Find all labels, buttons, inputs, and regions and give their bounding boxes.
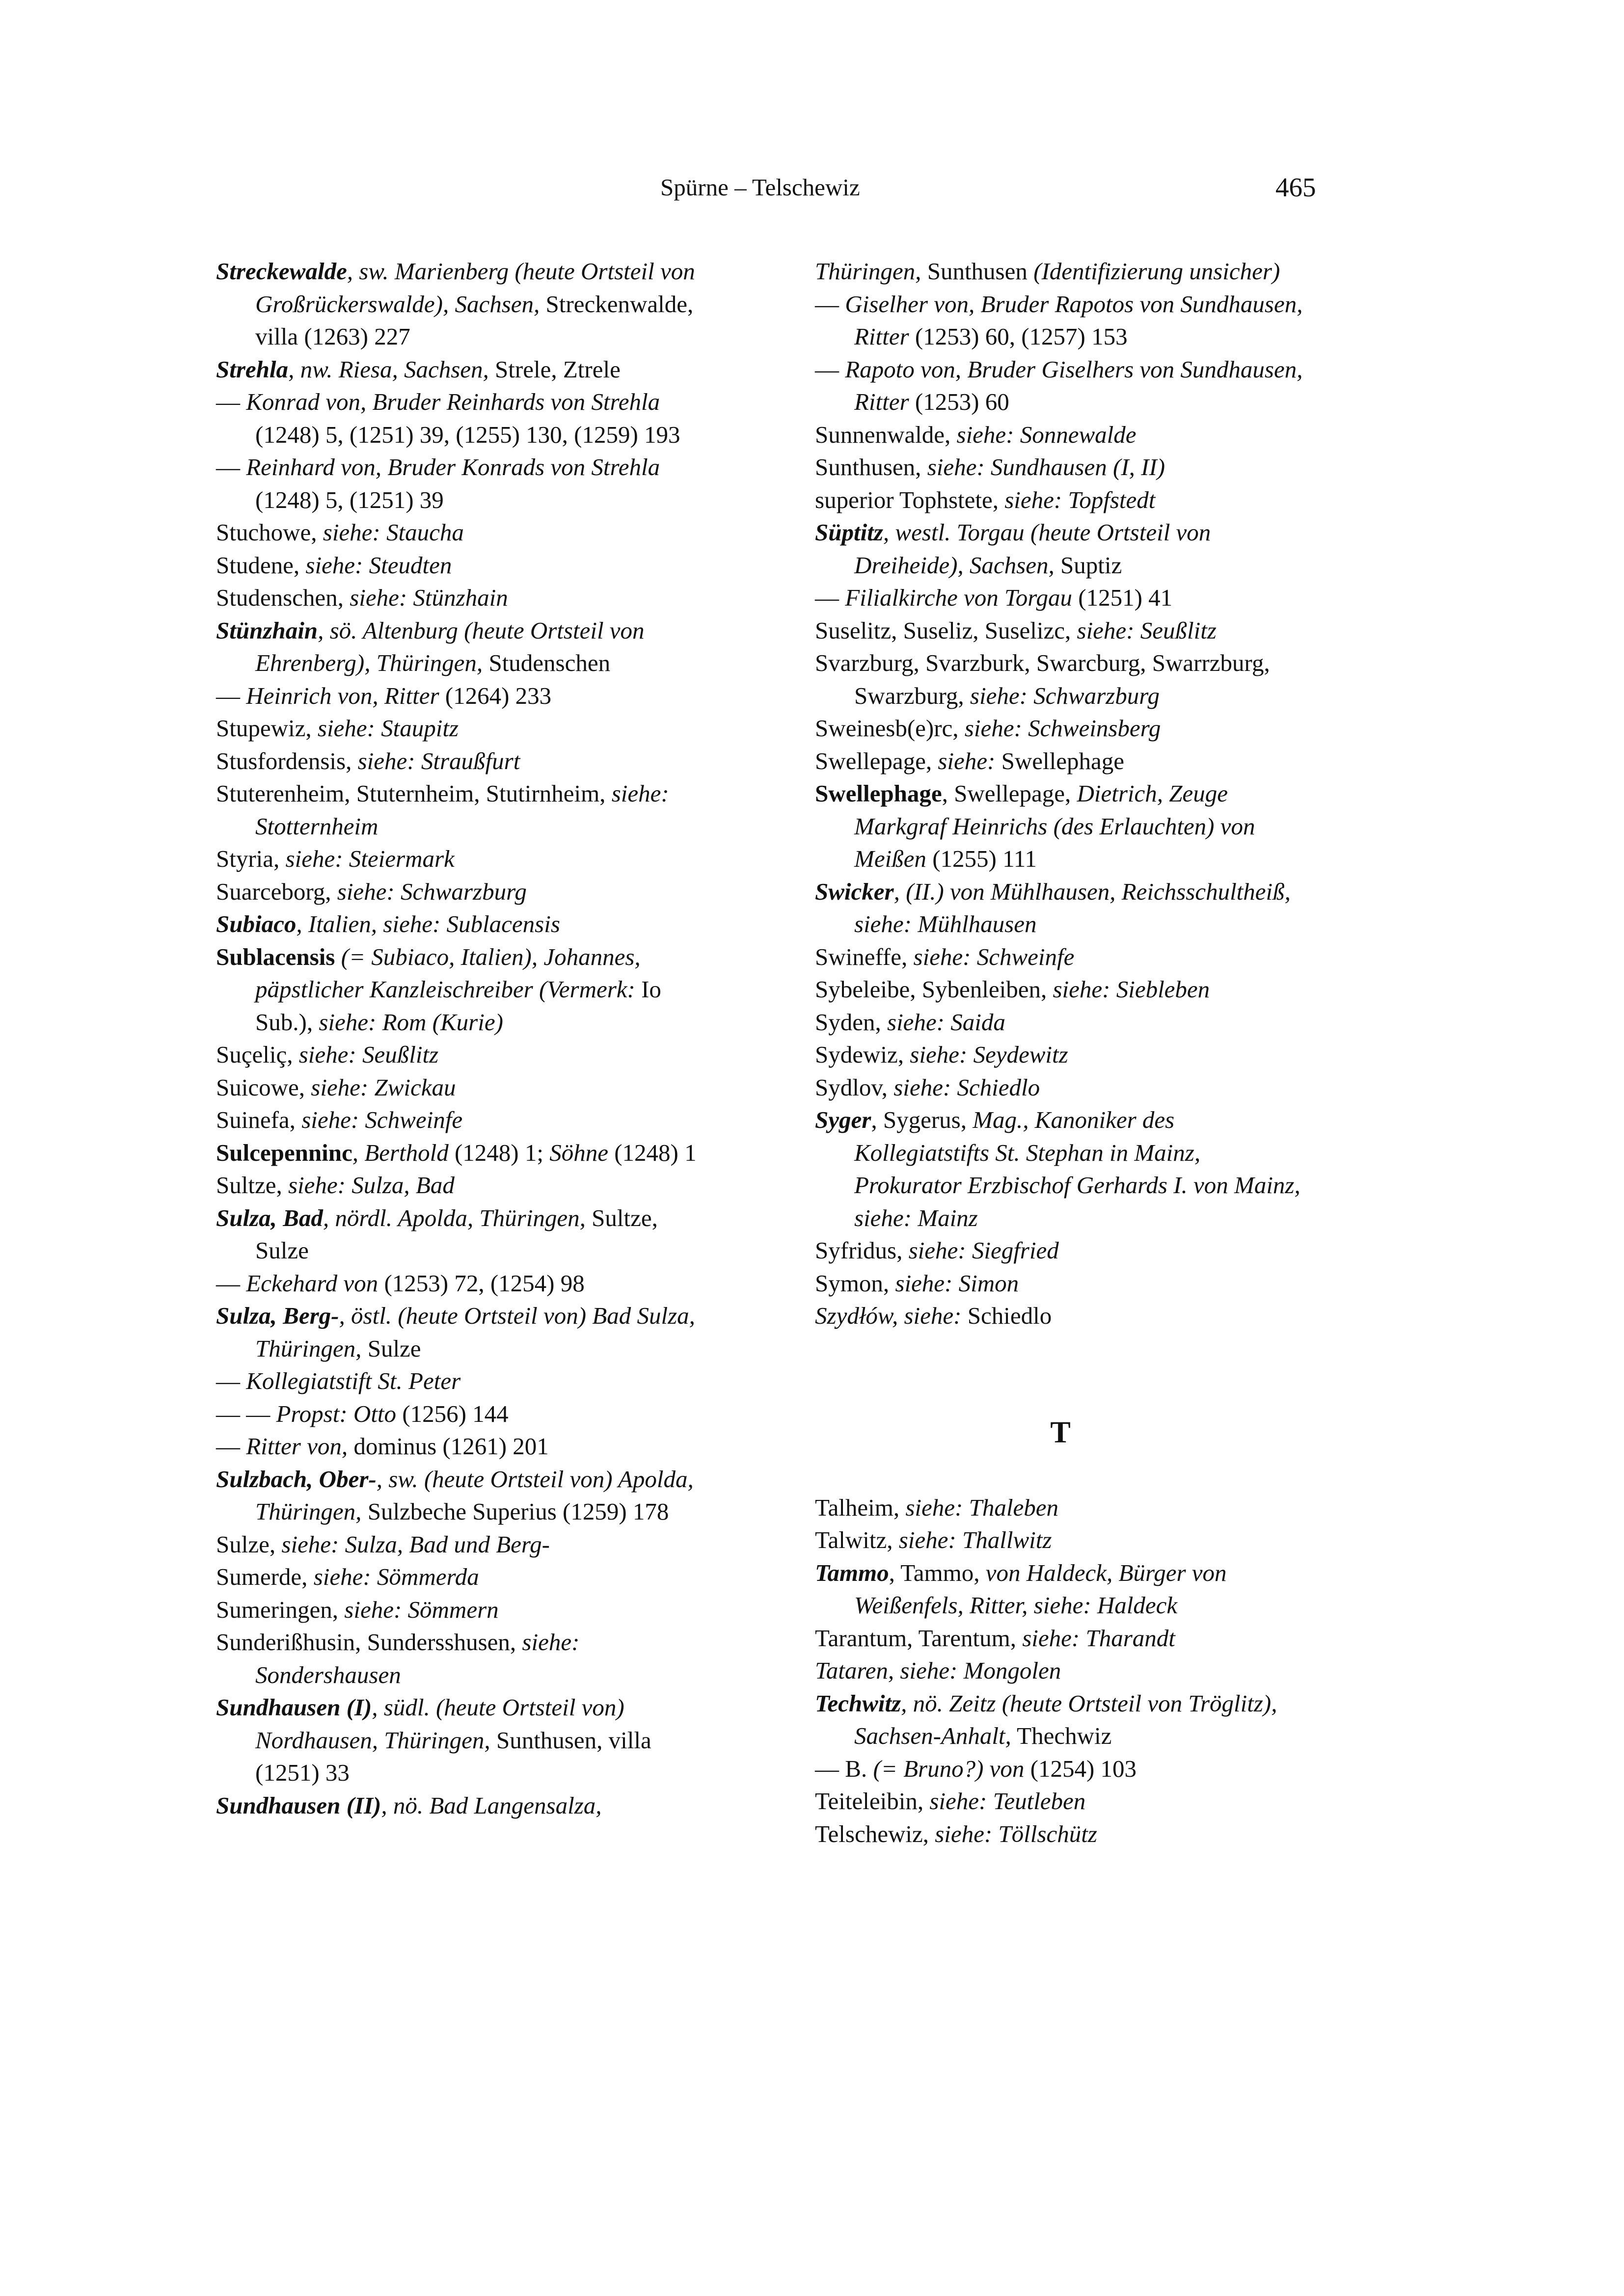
right-column xyxy=(815,255,1306,1850)
index-entry xyxy=(815,1071,1306,1104)
entry-text: siehe: xyxy=(938,747,996,774)
index-entry xyxy=(815,1006,1306,1039)
index-entry xyxy=(216,680,707,713)
index-entry xyxy=(216,1463,707,1528)
entry-text: siehe: Seußlitz xyxy=(1077,616,1217,644)
entry-text: — — xyxy=(216,1400,276,1427)
entry-text: , südl. (heute Ortsteil von) Nordhausen, Thüringen, xyxy=(255,1694,624,1754)
index-entry xyxy=(815,1492,1306,1524)
index-entry xyxy=(815,941,1306,974)
entry-text: — xyxy=(216,1269,246,1297)
index-entry xyxy=(216,516,707,549)
entry-text: (1253) 60 xyxy=(909,388,1009,415)
index-entry xyxy=(216,614,707,680)
entry-text: siehe: Teutleben xyxy=(929,1788,1086,1815)
index-entry xyxy=(216,1267,707,1300)
entry-text: , nö. Bad Langensalza, xyxy=(381,1791,602,1819)
entry-text: Filialkirche von Torgau xyxy=(845,584,1072,611)
index-entry xyxy=(815,484,1306,517)
left-column xyxy=(216,255,707,1822)
entry-text: siehe: Siegfried xyxy=(908,1237,1059,1264)
entry-text: Ritter von, xyxy=(246,1433,348,1460)
entry-text: siehe: Simon xyxy=(895,1269,1019,1297)
entry-text: siehe: Seußlitz xyxy=(298,1041,439,1068)
index-entry xyxy=(216,777,707,843)
entry-text: , sö. Altenburg (heute Ortsteil von Ehrenberg), Thüringen, xyxy=(255,616,645,676)
entry-text: siehe: Sonnewalde xyxy=(956,421,1137,448)
entry-text: (1248) 1 xyxy=(608,1139,697,1166)
entry-text: — xyxy=(815,290,845,318)
entry-text: Sundhausen (II) xyxy=(216,1791,381,1819)
index-entry xyxy=(216,876,707,908)
index-entry xyxy=(216,1365,707,1398)
entry-text: siehe: Steiermark xyxy=(285,845,455,872)
entry-text: Sulcepenninc xyxy=(216,1139,352,1166)
entry-text: Kollegiatstift St. Peter xyxy=(246,1367,461,1394)
entry-text: Studenschen, xyxy=(216,584,350,611)
entry-text: von Haldeck, Bürger von Weißenfels, Ritter, siehe: Haldeck xyxy=(854,1559,1227,1619)
index-entry xyxy=(216,1202,707,1267)
entry-text: , östl. (heute Ortsteil von) Bad Sulza, Thüringen, xyxy=(255,1302,695,1362)
entry-text: siehe: Siebleben xyxy=(1053,976,1210,1003)
index-entry xyxy=(815,1818,1306,1851)
entry-text: Sunthusen, xyxy=(815,454,927,481)
section-letter: T xyxy=(1050,1415,1071,1449)
entry-text: Teiteleibin, xyxy=(815,1788,930,1815)
entry-text: siehe: Staucha xyxy=(323,519,464,546)
entry-text: Studenschen xyxy=(483,649,611,676)
entry-text: siehe: Schwarzburg xyxy=(970,682,1160,709)
entry-text: siehe: Töllschütz xyxy=(935,1820,1097,1847)
entry-text: siehe: Schwarzburg xyxy=(337,878,527,905)
entry-text: — xyxy=(815,355,845,383)
entry-text: (1254) 103 xyxy=(1024,1755,1137,1782)
entry-text: , sw. Marienberg (heute Ortsteil von Großrückerswalde), Sachsen, xyxy=(255,258,695,318)
entry-text: Suarceborg, xyxy=(216,878,337,905)
entry-text: siehe: Sulza, Bad und Berg- xyxy=(281,1530,550,1558)
entry-text: — xyxy=(216,682,246,709)
index-entry xyxy=(216,1169,707,1202)
index-entry xyxy=(216,1528,707,1561)
entry-text: siehe: Sulza, Bad xyxy=(288,1172,455,1199)
entry-text: (1253) 60, (1257) 153 xyxy=(909,323,1128,350)
index-entry xyxy=(815,1104,1306,1234)
entry-text: — xyxy=(815,584,845,611)
entry-text: Subiaco xyxy=(216,910,297,937)
index-entry xyxy=(216,941,707,1039)
index-entry xyxy=(815,1753,1306,1786)
index-entry xyxy=(216,1398,707,1431)
entry-text: Suptiz xyxy=(1054,551,1122,579)
running-head: Spürne – Telschewiz xyxy=(660,174,860,201)
index-entry xyxy=(216,712,707,745)
right-column-s-entries xyxy=(815,255,1306,1333)
entry-text: , Italien, siehe: Sublacensis xyxy=(296,910,560,937)
entry-text: Reinhard von, Bruder Konrads von Strehla xyxy=(246,454,660,481)
entry-text: Sunthusen, villa (1251) 33 xyxy=(255,1726,651,1786)
entry-text: , sw. (heute Ortsteil von) Apolda, Thüringen, xyxy=(255,1465,694,1525)
right-column-t-entries xyxy=(815,1492,1306,1851)
entry-text: Stusfordensis, xyxy=(216,747,358,774)
entry-text: siehe: Schweinfe xyxy=(301,1106,463,1133)
entry-text: siehe: Sondershausen xyxy=(255,1629,580,1688)
entry-text: Sunthusen xyxy=(921,258,1034,285)
entry-text: dominus (1261) 201 xyxy=(348,1433,549,1460)
entry-text: (= Bruno?) von xyxy=(873,1755,1025,1782)
entry-text: , (II.) von Mühlhausen, Reichsschultheiß, siehe: Mühlhausen xyxy=(854,878,1291,937)
entry-text: Mag., Kanoniker des Kollegiatstifts St. Stephan in Mainz, Prokurator Erzbischof Gerhards I. von Mainz, siehe: Mainz xyxy=(854,1106,1300,1231)
entry-text: Söhne xyxy=(549,1139,608,1166)
entry-text: Streckewalde xyxy=(216,258,347,285)
entry-text: Swellephage xyxy=(815,780,942,807)
index-entry xyxy=(216,745,707,778)
entry-text: Tarantum, Tarentum, xyxy=(815,1624,1023,1652)
entry-text: , nw. Riesa, Sachsen, xyxy=(288,355,489,383)
entry-text: (1264) 233 xyxy=(439,682,552,709)
entry-text: siehe: Thaleben xyxy=(905,1494,1058,1521)
entry-text: (Identifizierung unsicher) xyxy=(1033,258,1280,285)
entry-text: Sydlov, xyxy=(815,1073,894,1101)
entry-text: — xyxy=(216,454,246,481)
index-entry xyxy=(216,1594,707,1627)
index-entry xyxy=(815,255,1306,288)
index-entry xyxy=(815,1622,1306,1655)
entry-text: Sublacensis xyxy=(216,943,335,970)
index-entry xyxy=(815,876,1306,941)
entry-text: , westl. Torgau (heute Ortsteil von Dreiheide), Sachsen, xyxy=(854,519,1211,579)
index-entry xyxy=(815,1687,1306,1753)
entry-text: Sweinesb(e)rc, xyxy=(815,715,965,742)
entry-text: Thechwiz xyxy=(1011,1722,1112,1749)
index-entry xyxy=(216,549,707,582)
entry-text: , Swellepage, xyxy=(942,780,1077,807)
entry-text: , Tammo, xyxy=(889,1559,986,1586)
index-entry xyxy=(216,1561,707,1594)
entry-text: Stuterenheim, Stuternheim, Stutirnheim, xyxy=(216,780,612,807)
index-entry xyxy=(815,419,1306,452)
index-entry xyxy=(815,1300,1306,1333)
entry-text: , nö. Zeitz (heute Ortsteil von Tröglitz), Sachsen-Anhalt, xyxy=(854,1689,1277,1749)
entry-text: Stuchowe, xyxy=(216,519,323,546)
index-entry xyxy=(216,582,707,614)
entry-text: Sunderißhusin, Sundersshusen, xyxy=(216,1629,522,1655)
entry-text: siehe: Seydewitz xyxy=(910,1041,1068,1068)
index-entry xyxy=(216,843,707,876)
entry-text: Eckehard von xyxy=(246,1269,379,1297)
entry-text: Sulza, Bad xyxy=(216,1204,323,1231)
index-entry xyxy=(216,1626,707,1691)
entry-text: Talheim, xyxy=(815,1494,906,1521)
index-entry xyxy=(216,1430,707,1463)
index-entry xyxy=(216,1071,707,1104)
index-entry xyxy=(815,516,1306,582)
entry-text: (= Subiaco, Italien), Johannes, päpstlicher Kanzleischreiber (Vermerk: xyxy=(255,943,641,1003)
index-entry xyxy=(216,1104,707,1137)
entry-text: Stupewiz, xyxy=(216,715,318,742)
entry-text: Swellephage xyxy=(995,747,1124,774)
entry-text: — xyxy=(216,1433,246,1460)
entry-text: Propst: Otto xyxy=(276,1400,397,1427)
entry-text: Sumeringen, xyxy=(216,1596,345,1623)
page-number: 465 xyxy=(1275,172,1316,202)
entry-text: Strele, Ztrele xyxy=(488,355,621,383)
index-entry xyxy=(815,353,1306,419)
entry-text: Sultze, Sulze xyxy=(255,1204,658,1264)
entry-text: Talwitz, xyxy=(815,1526,899,1553)
entry-text: Swineffe, xyxy=(815,943,914,970)
index-entry xyxy=(216,386,707,451)
entry-text: Sydewiz, xyxy=(815,1041,910,1068)
entry-text: siehe: Sömmern xyxy=(344,1596,499,1623)
entry-text: superior Tophstete, xyxy=(815,486,1005,513)
entry-text: siehe: Schweinfe xyxy=(913,943,1075,970)
entry-text: Stünzhain xyxy=(216,616,318,644)
entry-text: Streckenwalde, villa (1263) 227 xyxy=(255,290,694,350)
index-entry xyxy=(815,1655,1306,1687)
entry-text: (1248) 5, (1251) 39 xyxy=(255,486,444,513)
index-entry xyxy=(815,1785,1306,1818)
entry-text: Sybeleibe, Sybenleiben, xyxy=(815,976,1053,1003)
entry-text: siehe: Schweinsberg xyxy=(964,715,1161,742)
entry-text: Styria, xyxy=(216,845,286,872)
entry-text: siehe: Zwickau xyxy=(311,1073,456,1101)
index-entry xyxy=(815,745,1306,778)
entry-text: (1256) 144 xyxy=(396,1400,509,1427)
entry-text: Svarzburg, Svarzburk, Swarcburg, Swarrzburg, Swarzburg, xyxy=(815,649,1270,709)
index-entry xyxy=(815,647,1306,712)
entry-text: , nördl. Apolda, Thüringen, xyxy=(323,1204,586,1231)
entry-text: Sulze, xyxy=(216,1530,282,1558)
entry-text: — xyxy=(216,388,246,415)
index-entry xyxy=(815,1039,1306,1071)
entry-text: siehe: Schiedlo xyxy=(893,1073,1040,1101)
entry-text: Syger xyxy=(815,1106,871,1133)
index-entry xyxy=(815,1557,1306,1622)
index-entry xyxy=(815,288,1306,353)
entry-text: (1255) 111 xyxy=(926,845,1037,872)
entry-text: , Berthold xyxy=(352,1139,449,1166)
entry-text: (1251) 41 xyxy=(1072,584,1173,611)
entry-text: siehe: Rom (Kurie) xyxy=(319,1008,503,1036)
index-entry xyxy=(216,1691,707,1789)
index-entry xyxy=(815,712,1306,745)
entry-text: Techwitz xyxy=(815,1689,901,1717)
index-entry xyxy=(216,908,707,941)
entry-text: Schiedlo xyxy=(961,1302,1052,1329)
entry-text: Symon, xyxy=(815,1269,895,1297)
entry-text: Io Sub.), xyxy=(255,976,661,1036)
index-entry xyxy=(216,353,707,386)
index-entry xyxy=(815,451,1306,484)
entry-text: siehe: Thallwitz xyxy=(898,1526,1052,1553)
entry-text: Sultze, xyxy=(216,1172,288,1199)
entry-text: Tammo xyxy=(815,1559,889,1586)
entry-text: — xyxy=(216,1367,246,1394)
entry-text: siehe: Tharandt xyxy=(1022,1624,1175,1652)
entry-text: Strehla xyxy=(216,355,289,383)
index-entry xyxy=(216,451,707,516)
entry-text: Süptitz xyxy=(815,519,883,546)
index-entry xyxy=(216,1789,707,1822)
index-entry xyxy=(216,1137,707,1170)
entry-text: siehe: Topfstedt xyxy=(1004,486,1156,513)
entry-text: Swellepage, xyxy=(815,747,938,774)
entry-text: Konrad von, Bruder Reinhards von Strehla xyxy=(246,388,660,415)
entry-text: Telschewiz, xyxy=(815,1820,935,1847)
entry-text: Tataren, siehe: Mongolen xyxy=(815,1657,1061,1684)
entry-text: Sulze xyxy=(361,1335,421,1362)
index-entry xyxy=(815,1267,1306,1300)
entry-text: Swicker xyxy=(815,878,894,905)
entry-text: Sumerde, xyxy=(216,1563,314,1590)
entry-text: siehe: Straußfurt xyxy=(357,747,520,774)
entry-text: Dietrich, Zeuge Markgraf Heinrichs (des Erlauchten) von Meißen xyxy=(854,780,1255,872)
entry-text: Suselitz, Suseliz, Suselizc, xyxy=(815,616,1077,644)
entry-text: siehe: Staupitz xyxy=(317,715,459,742)
index-entry xyxy=(815,614,1306,647)
entry-text: Thüringen, xyxy=(815,258,921,285)
entry-text: Heinrich von, Ritter xyxy=(246,682,439,709)
entry-text: siehe: Steudten xyxy=(305,551,452,579)
index-entry xyxy=(216,1300,707,1365)
entry-text: Suinefa, xyxy=(216,1106,302,1133)
entry-text: siehe: Sundhausen (I, II) xyxy=(927,454,1165,481)
entry-text: Sundhausen (I) xyxy=(216,1694,372,1721)
entry-text: siehe: Stotternheim xyxy=(255,780,669,840)
entry-text: Sulzbeche Superius (1259) 178 xyxy=(361,1498,669,1525)
index-entry xyxy=(815,777,1306,876)
entry-text: Sulza, Berg- xyxy=(216,1302,339,1329)
entry-text: Szydłów, siehe: xyxy=(815,1302,962,1329)
entry-text: — B. xyxy=(815,1755,873,1782)
entry-text: Sulzbach, Ober- xyxy=(216,1465,377,1493)
entry-text: (1253) 72, (1254) 98 xyxy=(378,1269,585,1297)
entry-text: siehe: Stünzhain xyxy=(350,584,508,611)
index-entry xyxy=(216,255,707,353)
index-entry xyxy=(815,1524,1306,1557)
entry-text: (1248) 1; xyxy=(448,1139,550,1166)
entry-text: Giselher von, Bruder Rapotos von Sundhausen, Ritter xyxy=(845,290,1303,350)
index-entry xyxy=(216,1039,707,1071)
entry-text: Studene, xyxy=(216,551,306,579)
entry-text: siehe: Saida xyxy=(887,1008,1005,1036)
entry-text: (1248) 5, (1251) 39, (1255) 130, (1259) 193 xyxy=(255,421,680,448)
index-entry xyxy=(815,973,1306,1006)
index-entry xyxy=(815,1234,1306,1267)
index-entry xyxy=(815,582,1306,614)
entry-text: Syden, xyxy=(815,1008,887,1036)
entry-text: , Sygerus, xyxy=(871,1106,973,1133)
entry-text: Suçeliç, xyxy=(216,1041,299,1068)
entry-text: Rapoto von, Bruder Giselhers von Sundhausen, Ritter xyxy=(845,355,1303,415)
entry-text: Syfridus, xyxy=(815,1237,909,1264)
entry-text: Sunnenwalde, xyxy=(815,421,957,448)
entry-text: siehe: Sömmerda xyxy=(313,1563,479,1590)
entry-text: Suicowe, xyxy=(216,1073,311,1101)
